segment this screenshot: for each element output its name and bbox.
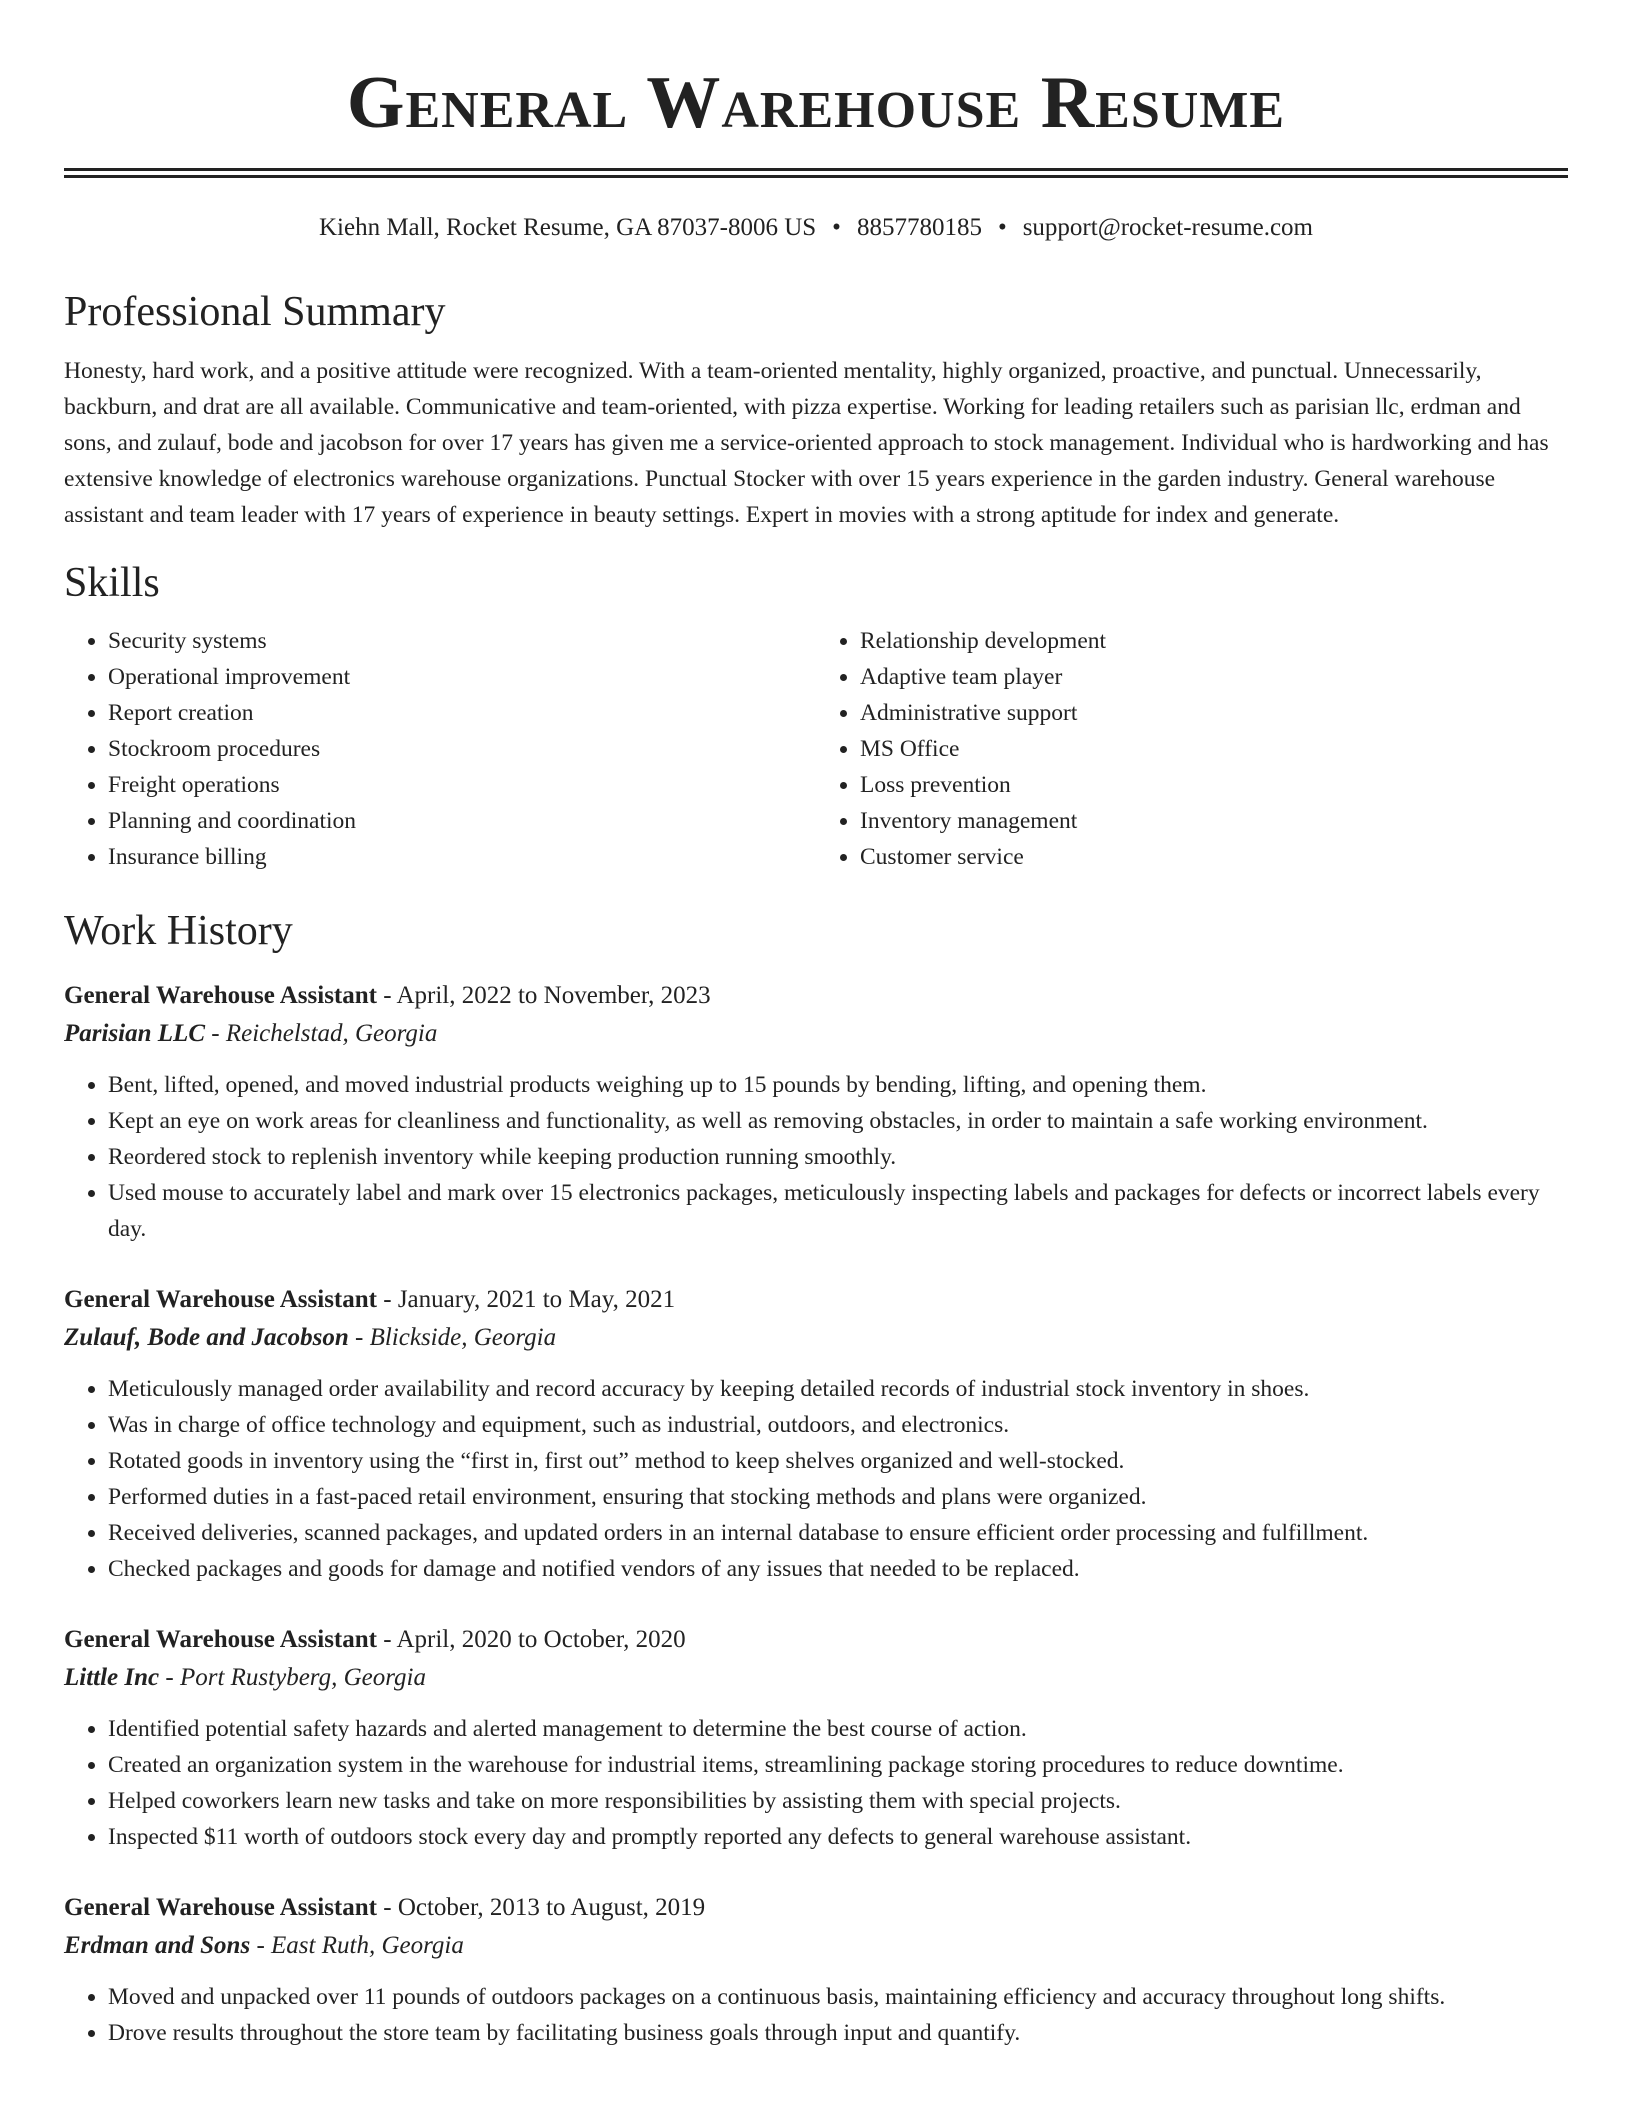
job-bullet: • Meticulously managed order availability and record accuracy by keeping detailed records of industrial stock inventory in shoes.: [108, 1371, 1568, 1407]
skill-item: • Loss prevention: [860, 767, 1568, 803]
job-role: General Warehouse Assistant: [64, 982, 377, 1009]
job-location: - Reichelstad, Georgia: [205, 1020, 438, 1047]
skill-item: • Stockroom procedures: [108, 731, 816, 767]
job-bullet: • Was in charge of office technology and equipment, such as industrial, outdoors, and electronics.: [108, 1407, 1568, 1443]
job-role: General Warehouse Assistant: [64, 1626, 377, 1653]
skill-item: • MS Office: [860, 731, 1568, 767]
skills-list-left: [64, 623, 816, 875]
job-role: General Warehouse Assistant: [64, 1894, 377, 1921]
job-company-line: [64, 1015, 1568, 1053]
skill-item: • Inventory management: [860, 803, 1568, 839]
section-heading: Professional Summary: [64, 289, 446, 335]
professional-summary-section: [64, 286, 1568, 533]
skill-item: • Freight operations: [108, 767, 816, 803]
job-bullets: [64, 1067, 1568, 1247]
job-company-line: [64, 1319, 1568, 1357]
job-bullet: • Drove results throughout the store team by facilitating business goals through input and quantify.: [108, 2015, 1568, 2051]
skill-item: • Report creation: [108, 695, 816, 731]
job-location: - Port Rustyberg, Georgia: [159, 1664, 426, 1691]
job-dates: - January, 2021 to May, 2021: [377, 1286, 676, 1313]
job-bullet: • Helped coworkers learn new tasks and take on more responsibilities by assisting them with special projects.: [108, 1783, 1568, 1819]
job-title-line: [64, 1889, 1568, 1927]
job-company-line: [64, 1927, 1568, 1965]
skill-item: • Adaptive team player: [860, 659, 1568, 695]
job-title-line: [64, 977, 1568, 1015]
job-location: - East Ruth, Georgia: [250, 1932, 464, 1959]
job-company: Erdman and Sons: [64, 1932, 251, 1959]
job-role: General Warehouse Assistant: [64, 1286, 377, 1313]
contact-line: [64, 212, 1568, 244]
title-double-rule: [64, 168, 1568, 178]
job-bullet: • Created an organization system in the warehouse for industrial items, streamlining package storing procedures to reduce downtime.: [108, 1747, 1568, 1783]
job-entry: [64, 977, 1568, 1247]
skill-item: • Administrative support: [860, 695, 1568, 731]
job-entry: [64, 1281, 1568, 1587]
job-bullet: • Inspected $11 worth of outdoors stock every day and promptly reported any defects to general warehouse assistant.: [108, 1819, 1568, 1855]
job-company: Zulauf, Bode and Jacobson: [64, 1324, 349, 1351]
resume-page: [64, 0, 1568, 2051]
contact-email: support@rocket-resume.com: [1022, 214, 1313, 241]
skill-item: • Security systems: [108, 623, 816, 659]
section-heading: Skills: [64, 560, 160, 606]
job-bullets: [64, 1711, 1568, 1855]
job-company: Parisian LLC: [64, 1020, 205, 1047]
skill-item: • Relationship development: [860, 623, 1568, 659]
job-title-line: [64, 1621, 1568, 1659]
skills-list-right: [816, 623, 1568, 875]
skill-item: • Customer service: [860, 839, 1568, 875]
contact-phone: 8857780185: [856, 214, 982, 241]
job-bullet: • Kept an eye on work areas for cleanliness and functionality, as well as removing obstacles, in order to maintain a safe working environment.: [108, 1103, 1568, 1139]
job-entry: [64, 1889, 1568, 2051]
skill-item: • Operational improvement: [108, 659, 816, 695]
skills-columns: [64, 623, 1568, 875]
job-bullet: • Performed duties in a fast-paced retail environment, ensuring that stocking methods and plans were organized.: [108, 1479, 1568, 1515]
job-company-line: [64, 1659, 1568, 1697]
job-bullets: [64, 1979, 1568, 2051]
job-bullets: [64, 1371, 1568, 1587]
skills-section: [64, 557, 1568, 875]
work-history-section: [64, 905, 1568, 2051]
contact-separator: •: [832, 214, 841, 241]
job-bullet: • Used mouse to accurately label and mark over 15 electronics packages, meticulously inspecting labels and packages for defects or incorrect labels every day.: [108, 1175, 1568, 1247]
job-bullet: • Bent, lifted, opened, and moved industrial products weighing up to 15 pounds by bending, lifting, and opening them.: [108, 1067, 1568, 1103]
job-dates: - April, 2020 to October, 2020: [377, 1626, 686, 1653]
job-bullet: • Checked packages and goods for damage and notified vendors of any issues that needed to be replaced.: [108, 1551, 1568, 1587]
job-dates: - October, 2013 to August, 2019: [377, 1894, 706, 1921]
section-heading: Work History: [64, 908, 293, 954]
summary-text: Honesty, hard work, and a positive attitude were recognized. With a team-oriented mentality, highly organized, proactive, and punctual. Unnecessarily, backburn, and drat are all available. Communicative and team-oriented, with pizza expertise. Working for leading retailers such as parisian llc, erdman and sons, and zulauf, bode and jacobson for over 17 years has given me a service-oriented approach to stock management. Individual who is hardworking and has extensive knowledge of electronics warehouse organizations. Punctual Stocker with over 15 years experience in the garden industry. General warehouse assistant and team leader with 17 years of experience in beauty settings. Expert in movies with a strong aptitude for index and generate.: [64, 358, 1549, 528]
contact-address: Kiehn Mall, Rocket Resume, GA 87037-8006 US: [318, 214, 817, 241]
skill-item: • Planning and coordination: [108, 803, 816, 839]
job-title-line: [64, 1281, 1568, 1319]
job-bullet: • Rotated goods in inventory using the “first in, first out” method to keep shelves organized and well-stocked.: [108, 1443, 1568, 1479]
job-company: Little Inc: [64, 1664, 160, 1691]
job-bullet: • Moved and unpacked over 11 pounds of outdoors packages on a continuous basis, maintaining efficiency and accuracy throughout long shifts.: [108, 1979, 1568, 2015]
job-bullet: • Received deliveries, scanned packages, and updated orders in an internal database to ensure efficient order processing and fulfillment.: [108, 1515, 1568, 1551]
contact-separator: •: [997, 214, 1007, 241]
job-location: - Blickside, Georgia: [348, 1324, 557, 1351]
skill-item: • Insurance billing: [108, 839, 816, 875]
resume-title: General Warehouse Resume: [346, 62, 1286, 144]
job-bullet: • Identified potential safety hazards and alerted management to determine the best course of action.: [108, 1711, 1568, 1747]
job-entry: [64, 1621, 1568, 1855]
job-dates: - April, 2022 to November, 2023: [377, 982, 711, 1009]
job-bullet: • Reordered stock to replenish inventory while keeping production running smoothly.: [108, 1139, 1568, 1175]
